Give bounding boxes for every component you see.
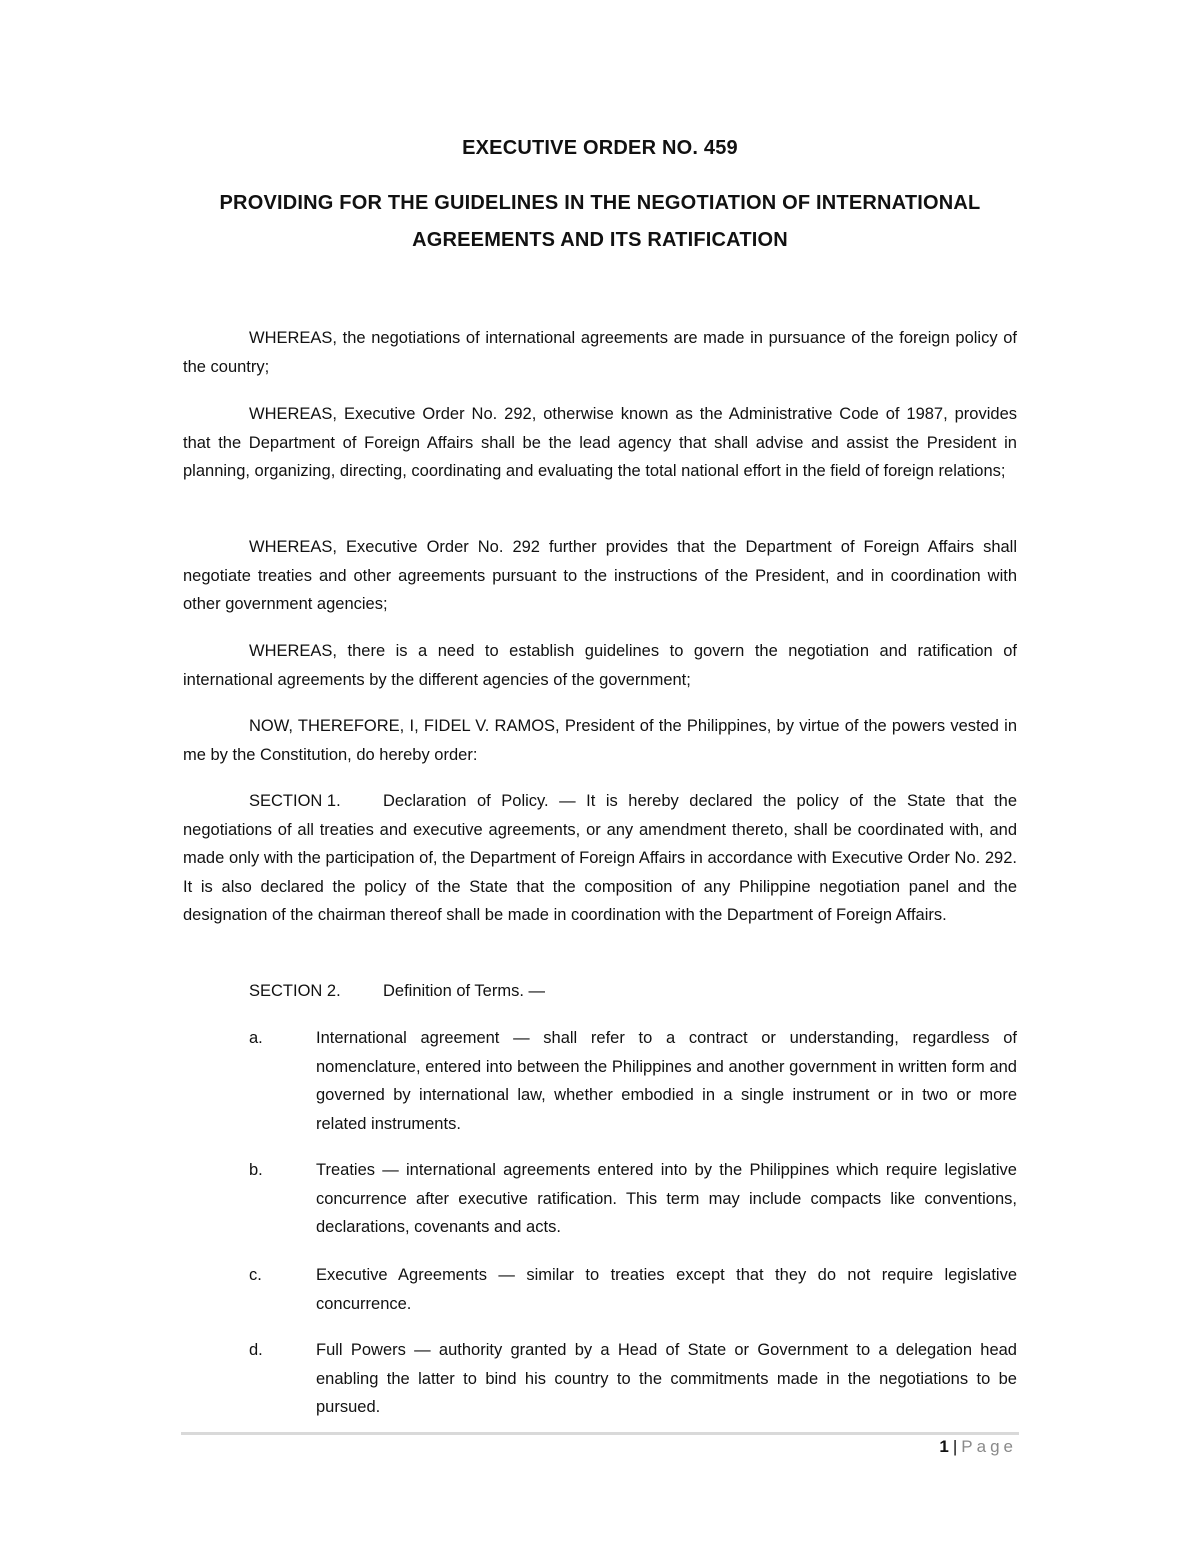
- section-1-text: Declaration of Policy. — It is hereby declared the policy of the State that the negotiations of all treaties and executive agreements, or any amendment thereto, shall be coordinated with, and made only with the participation of, the Department of Foreign Affairs in accordance with Executive Order No. 292. It is also declared the policy of the State that the composition of any Philippine negotiation panel and the designation of the chairman thereof shall be made in coordination with the Department of Foreign Affairs.: [183, 792, 1017, 924]
- section-2-heading: [249, 977, 545, 1006]
- definition-text: Treaties — international agreements entered into by the Philippines which require legislative concurrence after executive ratification. This term may include compacts like conventions, declarations, covenants and acts.: [316, 1161, 1017, 1236]
- order-title-line-1: PROVIDING FOR THE GUIDELINES IN THE NEGOTIATION OF INTERNATIONAL: [219, 192, 981, 214]
- definition-item-a: [249, 1024, 1017, 1138]
- definition-item-b: [249, 1156, 1017, 1242]
- order-number-heading: EXECUTIVE ORDER NO. 459: [462, 137, 738, 159]
- definition-letter: d.: [249, 1341, 263, 1359]
- definition-letter: a.: [249, 1029, 263, 1047]
- section-2-label: SECTION 2.: [249, 982, 341, 1000]
- whereas-paragraph-3: WHEREAS, Executive Order No. 292 further provides that the Department of Foreign Affairs shall negotiate treaties and other agreements pursuant to the instructions of the President, and in coordination with other government agencies;: [183, 538, 1017, 613]
- footer-separator: |: [952, 1437, 958, 1456]
- whereas-paragraph-1: WHEREAS, the negotiations of international agreements are made in pursuance of the foreign policy of the country;: [183, 329, 1017, 376]
- definition-item-d: [249, 1336, 1017, 1422]
- definition-letter: c.: [249, 1266, 262, 1284]
- whereas-paragraph-2: WHEREAS, Executive Order No. 292, otherwise known as the Administrative Code of 1987, provides that the Department of Foreign Affairs shall be the lead agency that shall advise and assist the President in planning, organizing, directing, coordinating and evaluating the total national effort in the field of foreign relations;: [183, 405, 1017, 480]
- definition-item-c: [249, 1261, 1017, 1318]
- page-footer: [939, 1437, 1017, 1457]
- definition-text: International agreement — shall refer to a contract or understanding, regardless of nomenclature, entered into between the Philippines and another government in written form and governed by international law, whether embodied in a single instrument or in two or more related instruments.: [316, 1029, 1017, 1133]
- definition-text: Full Powers — authority granted by a Head of State or Government to a delegation head enabling the latter to bind his country to the commitments made in the negotiations to be pursued.: [316, 1341, 1017, 1416]
- section-1: [183, 787, 1017, 930]
- section-2-text: Definition of Terms. —: [383, 982, 546, 1000]
- definition-text: Executive Agreements — similar to treaties except that they do not require legislative concurrence.: [316, 1266, 1017, 1313]
- whereas-paragraph-4: WHEREAS, there is a need to establish guidelines to govern the negotiation and ratification of international agreements by the different agencies of the government;: [183, 642, 1017, 689]
- page-number: 1: [939, 1437, 949, 1456]
- now-therefore-paragraph: NOW, THEREFORE, I, FIDEL V. RAMOS, President of the Philippines, by virtue of the powers vested in me by the Constitution, do hereby order:: [183, 717, 1017, 764]
- section-1-label: SECTION 1.: [249, 792, 341, 810]
- definition-letter: b.: [249, 1161, 263, 1179]
- order-title-line-2: AGREEMENTS AND ITS RATIFICATION: [412, 229, 788, 251]
- page-label: Page: [961, 1437, 1017, 1456]
- footer-divider: [181, 1432, 1019, 1435]
